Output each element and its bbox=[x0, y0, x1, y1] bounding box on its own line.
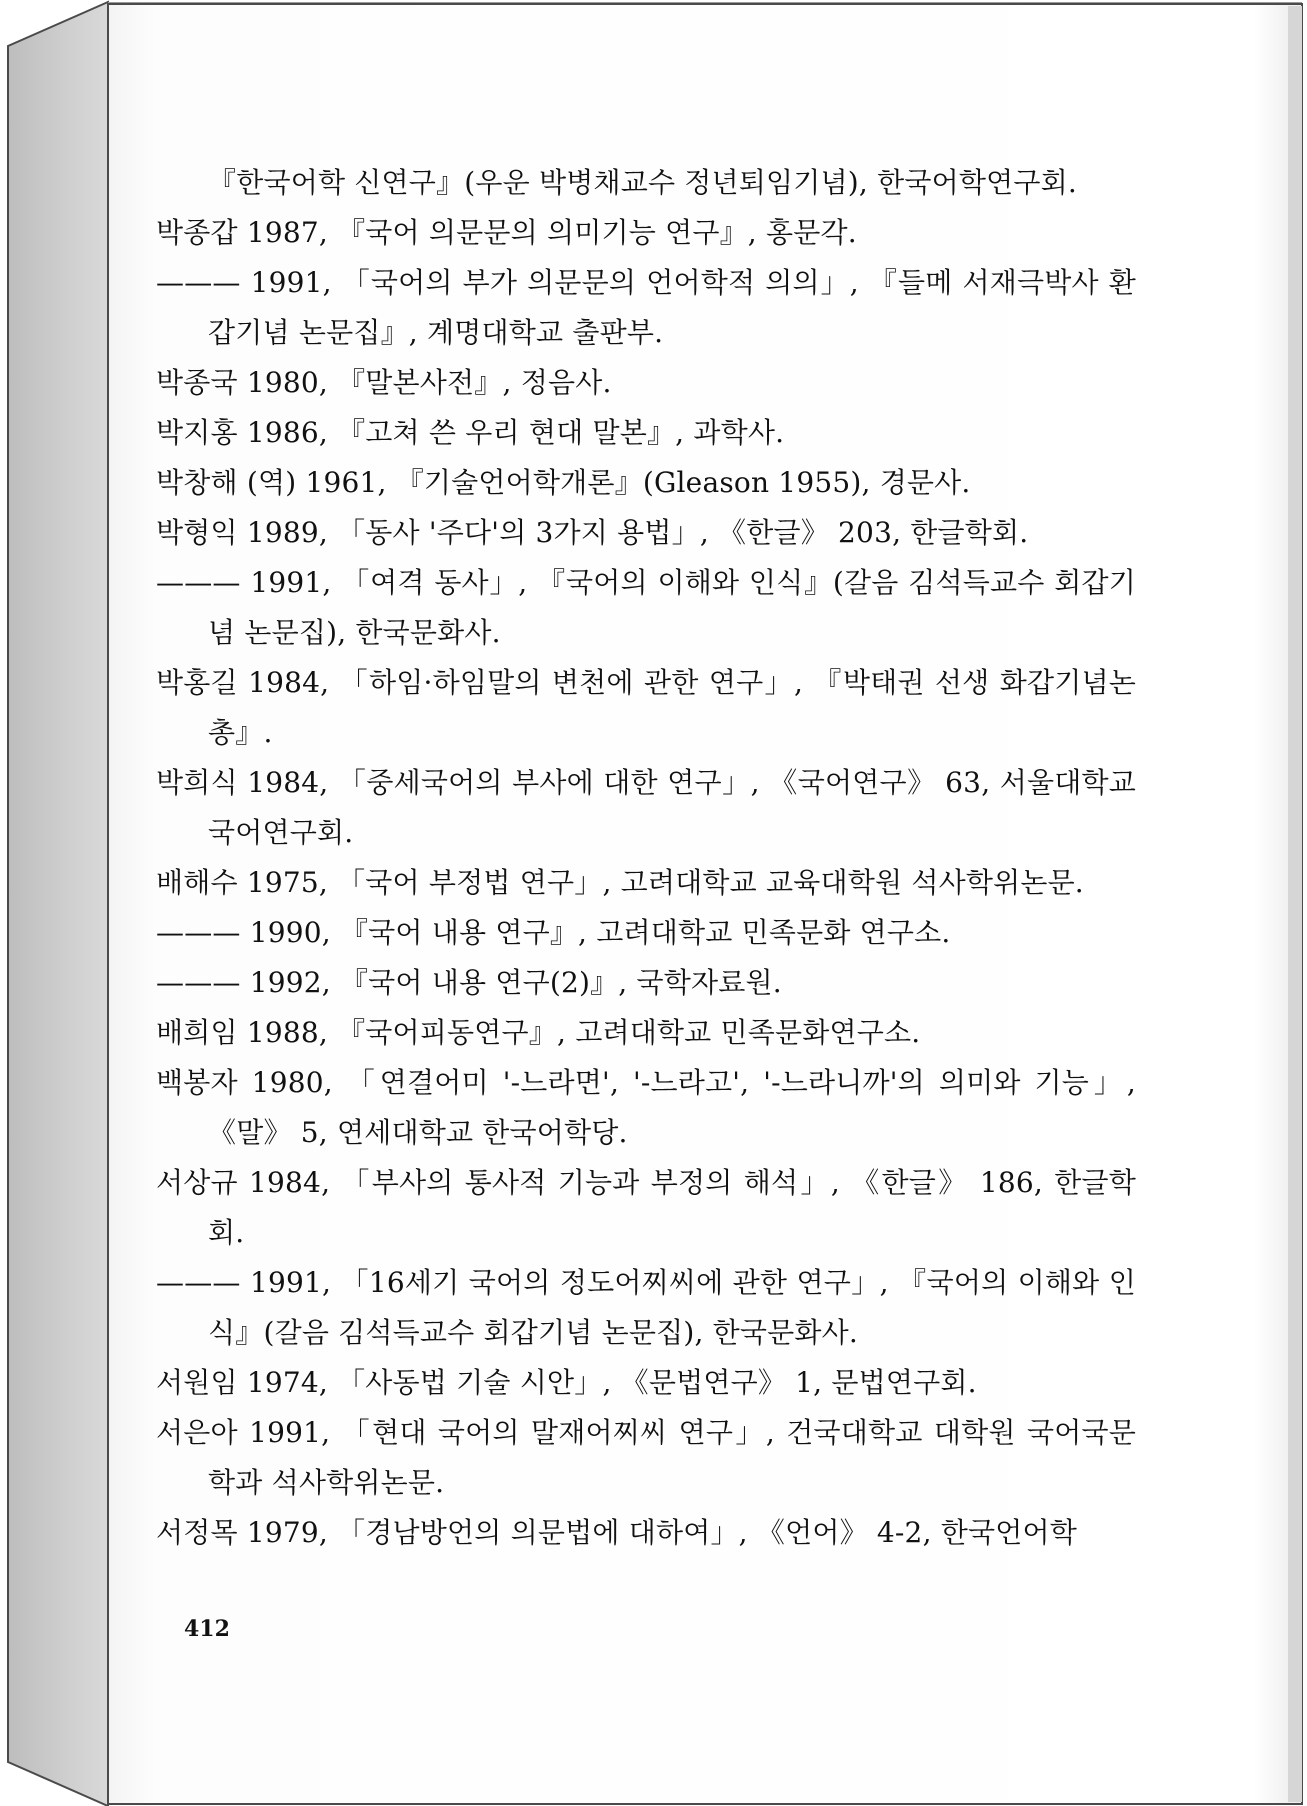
bibliography-entry: 배해수 1975, 「국어 부정법 연구」, 고려대학교 교육대학원 석사학위논문. bbox=[156, 866, 1084, 899]
bibliography-entry: 박희식 1984, 「중세국어의 부사에 대한 연구」, 《국어연구》 63, 서울대학교 국어연구회. bbox=[156, 766, 1136, 849]
bibliography-entry: ——— 1992, 『국어 내용 연구(2)』, 국학자료원. bbox=[156, 966, 782, 999]
bibliography-entry: 서은아 1991, 「현대 국어의 말재어찌씨 연구」, 건국대학교 대학원 국어국문학과 석사학위논문. bbox=[156, 1416, 1136, 1499]
page-number: 412 bbox=[184, 1616, 230, 1642]
bibliography-entry: 백봉자 1980, 「연결어미 '-느라면', '-느라고', '-느라니까'의 의미와 기능」, 《말》 5, 연세대학교 한국어학당. bbox=[156, 1066, 1136, 1149]
bibliography-entry: 배희임 1988, 『국어피동연구』, 고려대학교 민족문화연구소. bbox=[156, 1016, 921, 1049]
bibliography-entry: ——— 1991, 「국어의 부가 의문문의 언어학적 의의」, 『들메 서재극박사 환갑기념 논문집』, 계명대학교 출판부. bbox=[156, 266, 1136, 349]
bibliography-entry: 서원임 1974, 「사동법 기술 시안」, 《문법연구》 1, 문법연구회. bbox=[156, 1366, 977, 1399]
bibliography-entry: 박종국 1980, 『말본사전』, 정음사. bbox=[156, 366, 612, 399]
bibliography-entry: ——— 1991, 「여격 동사」, 『국어의 이해와 인식』(갈음 김석득교수 회갑기념 논문집), 한국문화사. bbox=[156, 566, 1136, 649]
bibliography-entry: ——— 1990, 『국어 내용 연구』, 고려대학교 민족문화 연구소. bbox=[156, 916, 951, 949]
bibliography-entry: ——— 1991, 「16세기 국어의 정도어찌씨에 관한 연구」, 『국어의 이해와 인식』(갈음 김석득교수 회갑기념 논문집), 한국문화사. bbox=[156, 1266, 1136, 1349]
bibliography-entry: 서정목 1979, 「경남방언의 의문법에 대하여」, 《언어》 4-2, 한국언어학 bbox=[156, 1516, 1078, 1549]
bibliography-entry: 박형익 1989, 「동사 '주다'의 3가지 용법」, 《한글》 203, 한글학회. bbox=[156, 516, 1029, 549]
bibliography-entry: 박지홍 1986, 『고쳐 쓴 우리 현대 말본』, 과학사. bbox=[156, 416, 785, 449]
bibliography-entry: 박종갑 1987, 『국어 의문문의 의미기능 연구』, 홍문각. bbox=[156, 216, 857, 249]
bibliography-entry: 『한국어학 신연구』(우운 박병채교수 정년퇴임기념), 한국어학연구회. bbox=[208, 166, 1077, 199]
bibliography-entry: 서상규 1984, 「부사의 통사적 기능과 부정의 해석」, 《한글》 186, 한글학회. bbox=[156, 1166, 1136, 1249]
bibliography-entry: 박홍길 1984, 「하임·하임말의 변천에 관한 연구」, 『박태권 선생 화갑기념논총』. bbox=[156, 666, 1136, 749]
bibliography-entry: 박창해 (역) 1961, 『기술언어학개론』(Gleason 1955), 경문사. bbox=[156, 466, 971, 499]
bibliography-list bbox=[156, 158, 1136, 1558]
